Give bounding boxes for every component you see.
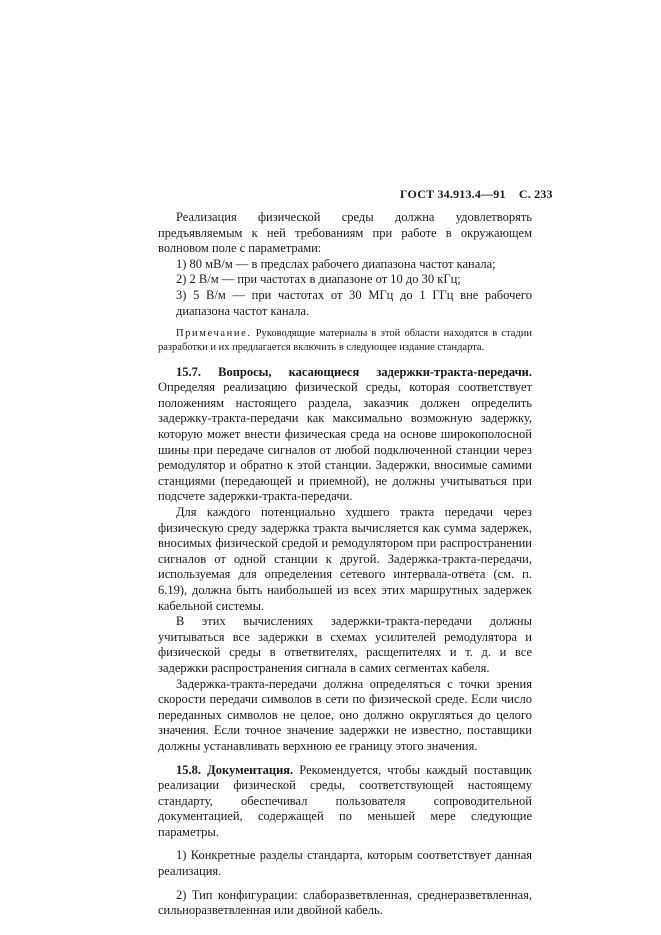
documentation-item-2: 2) Тип конфигурации: слаборазветвленная, среднеразветвленная, сильноразветвленная или двойной кабель. — [158, 887, 532, 918]
requirement-item-1: 1) 80 мВ/м — в предслах рабочего диапазона частот канала; — [176, 256, 496, 271]
documentation-item-1: 1) Конкретные разделы стандарта, которым соответствует данная реализация. — [158, 848, 532, 879]
page-number: С. 233 — [518, 187, 553, 201]
section-15-8-text-1: Рекомендуется, чтобы каждый поставщик реализации физической среды, соответствующей настоящему стандарту, обеспечивал пользователя сопроводительной документацией, содержащей по меньшей мере следующие параметры. — [158, 762, 532, 839]
requirement-item-2: 2) 2 В/м — при частотах в диапазоне от 10 до 30 кГц; — [176, 272, 461, 287]
page-body — [158, 210, 532, 919]
page-header — [400, 187, 553, 202]
section-15-7-paragraph-4: Задержка-тракта-передачи должна определяться с точки зрения скорости передачи символов в сети по физической среде. Если число переданных символов не целое, оно должно округляться до целого значения. Если точное значение задержки не известно, поставщики должны устанавливать верхнюю ее границу этого значения. — [158, 676, 532, 753]
standard-number: ГОСТ 34.913.4—91 — [400, 187, 506, 201]
note-paragraph — [158, 327, 532, 354]
section-15-7-paragraph-3: В этих вычислениях задержки-тракта-передачи должны учитываться все задержки в схемах усилителей ремодулятора и физической среды в ответвителях, расщепителях и т. д. и все задержки распространения сигнала в самих сегментах кабеля. — [158, 614, 532, 675]
section-15-7-heading: 15.7. Вопросы, касающиеся задержки-тракта-передачи. — [176, 364, 532, 379]
section-15-7-paragraph-2: Для каждого потенциально худшего тракта передачи через физическую среду задержка тракта вычисляется как сумма задержек, вносимых физической средой и ремодулятором при распространении сигналов от одной станции к другой. Задержка-тракта-передачи, используемая для определения сетевого интервала-ответа (см. п. 6.19), должна быть наибольшей из всех этих маршрутных задержек кабельной системы. — [158, 505, 532, 613]
note-text: Руководящие материалы в этой области находятся в стадии разработки и их предлагается включить в следующее издание стандарта. — [158, 328, 532, 353]
requirement-item-3: 3) 5 В/м — при частотах от 30 МГц до 1 ГГц вне рабочего диапазона частот канала. — [176, 287, 532, 318]
section-15-7-text-1: Определяя реализацию физической среды, которая соответствует положениям настоящего раздела, заказчик должен определить задержку-тракта-передачи как максимально возможную задержку, которую может внести физическая среда на основе широкополосной шины при передаче сигналов от любой подключенной станции через ремодулятор и обратно к этой станции. Задержки, вносимые самими станциями (передающей и приемной), не должны учитываться при подсчете задержки-тракта-передачи. — [158, 380, 532, 504]
section-15-7-paragraph-1 — [158, 365, 532, 505]
section-15-8-paragraph-1 — [158, 763, 532, 841]
intro-paragraph: Реализация физической среды должна удовлетворять предъявляемым к ней требованиям при работе в окружающем волновом поле с параметрами: — [158, 210, 532, 256]
section-15-8-heading: 15.8. Документация. — [176, 762, 294, 777]
note-label: Примечание. — [176, 328, 252, 340]
